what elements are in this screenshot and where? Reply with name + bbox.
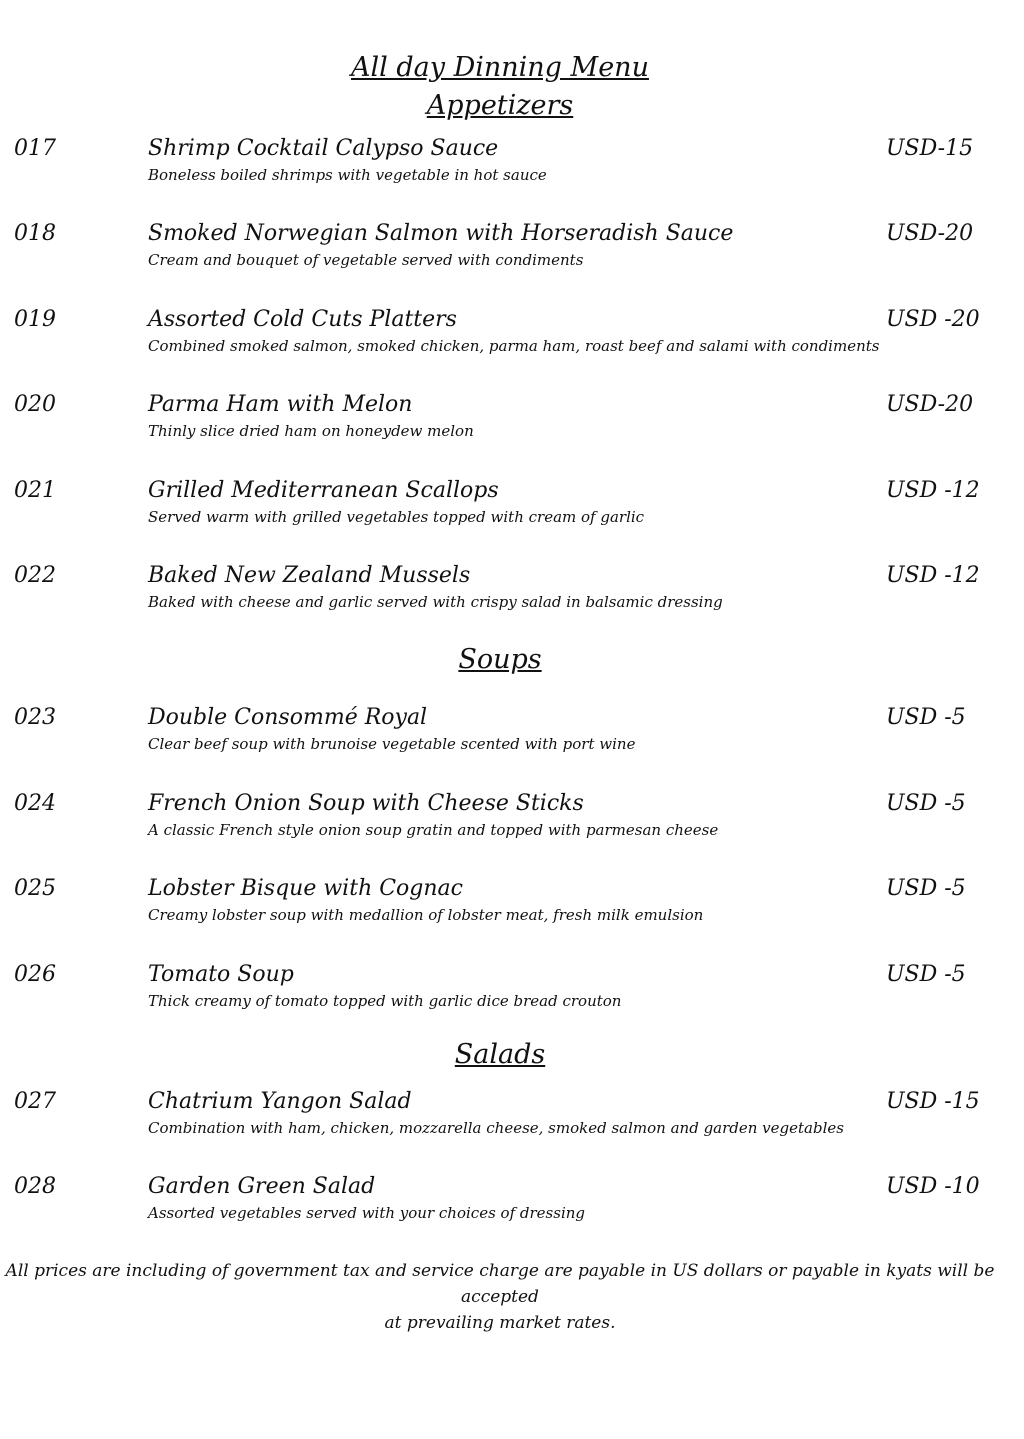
disclaimer-line-1: All prices are including of government tax and service charge are payable in US dollars or payable in kyats will be accepted: [5, 1261, 995, 1307]
item-description: Boneless boiled shrimps with vegetable in hot sauce: [148, 166, 547, 184]
item-description: Creamy lobster soup with medallion of lobster meat, fresh milk emulsion: [148, 906, 704, 924]
item-name: Parma Ham with Melon: [148, 392, 413, 417]
menu-item: [0, 1174, 1024, 1234]
item-code: 027: [14, 1089, 56, 1114]
item-description: Served warm with grilled vegetables topped with cream of garlic: [148, 508, 645, 526]
item-price: USD -5: [886, 962, 966, 987]
item-name: Grilled Mediterranean Scallops: [148, 478, 499, 503]
item-price: USD -5: [886, 705, 966, 730]
item-description: Combined smoked salmon, smoked chicken, parma ham, roast beef and salami with condiments: [148, 337, 880, 355]
item-price: USD -20: [886, 307, 980, 332]
item-price: USD -12: [886, 563, 980, 588]
item-code: 017: [14, 136, 56, 161]
menu-item: [0, 791, 1024, 851]
menu-item: [0, 478, 1024, 538]
menu-item: [0, 1089, 1024, 1149]
menu-item: [0, 392, 1024, 452]
item-name: Smoked Norwegian Salmon with Horseradish Sauce: [148, 221, 734, 246]
item-description: Clear beef soup with brunoise vegetable scented with port wine: [148, 735, 636, 753]
menu-title: All day Dinning Menu: [351, 52, 649, 83]
item-price: USD-15: [886, 136, 974, 161]
item-code: 024: [14, 791, 56, 816]
item-price: USD-20: [886, 392, 974, 417]
item-name: Double Consommé Royal: [148, 705, 428, 730]
item-name: Chatrium Yangon Salad: [148, 1089, 412, 1114]
item-description: Baked with cheese and garlic served with crispy salad in balsamic dressing: [148, 593, 723, 611]
menu-item: [0, 876, 1024, 936]
menu-item: [0, 221, 1024, 281]
menu-item: [0, 307, 1024, 367]
section-heading-appetizers: Appetizers: [426, 90, 574, 121]
item-price: USD -5: [886, 791, 966, 816]
item-name: Garden Green Salad: [148, 1174, 376, 1199]
item-code: 026: [14, 962, 56, 987]
item-code: 022: [14, 563, 56, 588]
menu-item: [0, 136, 1024, 196]
item-description: Combination with ham, chicken, mozzarella cheese, smoked salmon and garden vegetables: [148, 1119, 844, 1137]
section-heading-salads: Salads: [454, 1039, 546, 1070]
item-code: 021: [14, 478, 56, 503]
item-name: Shrimp Cocktail Calypso Sauce: [148, 136, 499, 161]
item-code: 023: [14, 705, 56, 730]
item-name: Tomato Soup: [148, 962, 294, 987]
menu-item: [0, 962, 1024, 1022]
item-description: Thinly slice dried ham on honeydew melon: [148, 422, 474, 440]
item-name: Baked New Zealand Mussels: [148, 563, 471, 588]
item-price: USD -15: [886, 1089, 980, 1114]
item-code: 019: [14, 307, 56, 332]
item-name: French Onion Soup with Cheese Sticks: [148, 791, 584, 816]
price-disclaimer: [0, 1258, 1000, 1336]
disclaimer-line-2: at prevailing market rates.: [384, 1313, 616, 1333]
item-code: 028: [14, 1174, 56, 1199]
item-name: Assorted Cold Cuts Platters: [148, 307, 457, 332]
item-code: 025: [14, 876, 56, 901]
item-price: USD -10: [886, 1174, 980, 1199]
item-description: A classic French style onion soup gratin and topped with parmesan cheese: [148, 821, 719, 839]
section-heading-soups: Soups: [458, 644, 542, 675]
item-code: 018: [14, 221, 56, 246]
item-description: Cream and bouquet of vegetable served with condiments: [148, 251, 584, 269]
item-name: Lobster Bisque with Cognac: [148, 876, 463, 901]
item-price: USD-20: [886, 221, 974, 246]
item-description: Assorted vegetables served with your choices of dressing: [148, 1204, 585, 1222]
menu-item: [0, 563, 1024, 623]
menu-item: [0, 705, 1024, 765]
item-code: 020: [14, 392, 56, 417]
item-price: USD -12: [886, 478, 980, 503]
item-description: Thick creamy of tomato topped with garlic dice bread crouton: [148, 992, 622, 1010]
item-price: USD -5: [886, 876, 966, 901]
